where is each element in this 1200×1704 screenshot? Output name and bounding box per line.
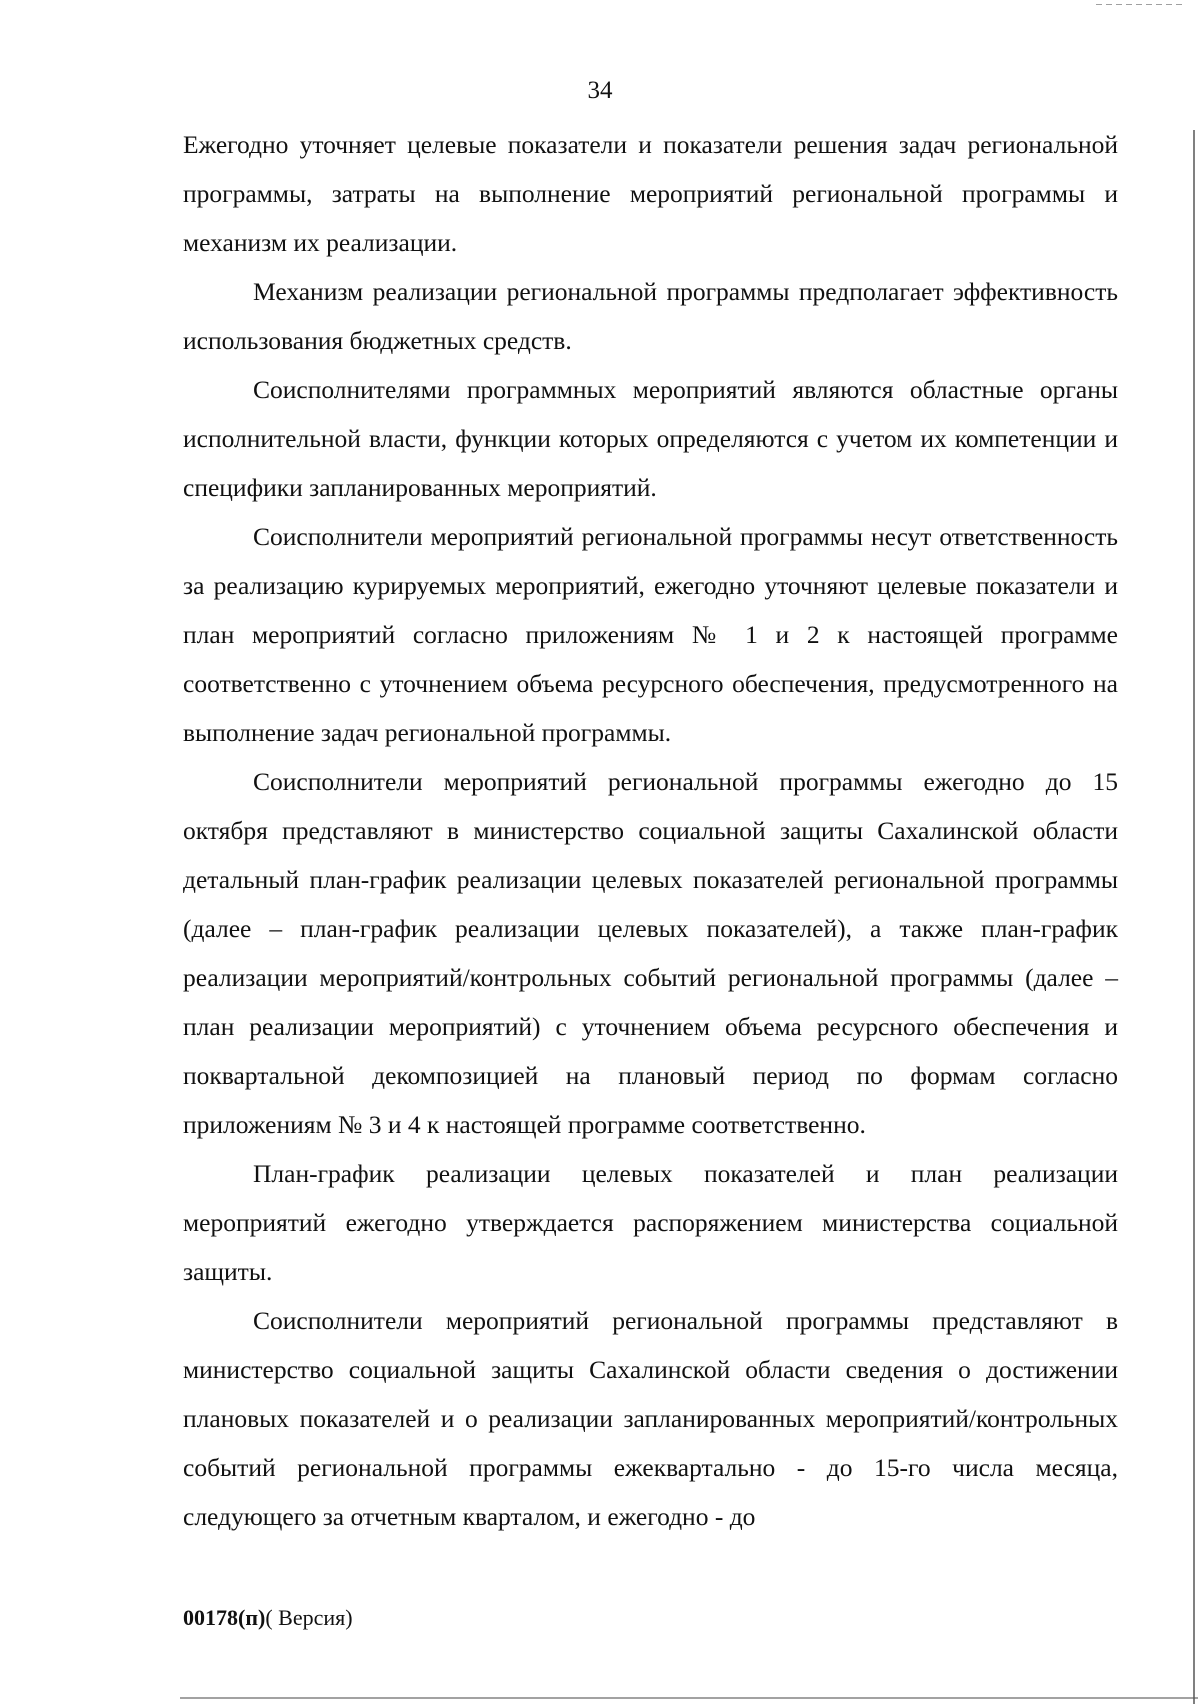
paragraph: Соисполнители мероприятий региональной программы ежегодно до 15 октября представляют в министерство социальной защиты Сахалинской области детальный план-график реализации целевых показателей региональной программы (далее – план-график реализации целевых показателей), а также план-график реализации мероприятий/контрольных событий региональной программы (далее – план реализации мероприятий) с уточнением объема ресурсного обеспечения и поквартальной декомпозицией на плановый период по формам согласно приложениям № 3 и 4 к настоящей программе соответственно.: [183, 767, 1118, 1139]
paragraph: Соисполнители мероприятий региональной программы несут ответственность за реализацию курируемых мероприятий, ежегодно уточняют целевые показатели и план мероприятий согласно приложениям № 1 и 2 к настоящей программе соответственно с уточнением объема ресурсного обеспечения, предусмотренного на выполнение задач региональной программы.: [183, 522, 1118, 747]
paragraph: Соисполнители мероприятий региональной программы представляют в министерство социальной защиты Сахалинской области сведения о достижении плановых показателей и о реализации запланированных мероприятий/контрольных событий региональной программы ежеквартально - до 15-го числа месяца, следующего за отчетным кварталом, и ежегодно - до: [183, 1306, 1118, 1531]
scan-edge-right: [1193, 130, 1195, 1704]
scan-edge-bottom: [180, 1697, 1198, 1699]
paragraph: План-график реализации целевых показателей и план реализации мероприятий ежегодно утверждается распоряжением министерства социальной защиты.: [183, 1159, 1118, 1286]
document-code: 00178(п): [183, 1605, 266, 1630]
footer-document-code: [183, 1603, 353, 1633]
paragraph: Соисполнителями программных мероприятий являются областные органы исполнительной власти, функции которых определяются с учетом их компетенции и специфики запланированных мероприятий.: [183, 375, 1118, 502]
document-version: ( Версия): [265, 1605, 353, 1630]
page-number: 34: [587, 77, 613, 104]
paragraph: Ежегодно уточняет целевые показатели и показатели решения задач региональной программы, затраты на выполнение мероприятий региональной программы и механизм их реализации.: [183, 130, 1118, 257]
paragraph: Механизм реализации региональной программы предполагает эффективность использования бюджетных средств.: [183, 277, 1118, 355]
scan-edge-top: [1096, 4, 1186, 5]
document-body: [183, 120, 1118, 1541]
